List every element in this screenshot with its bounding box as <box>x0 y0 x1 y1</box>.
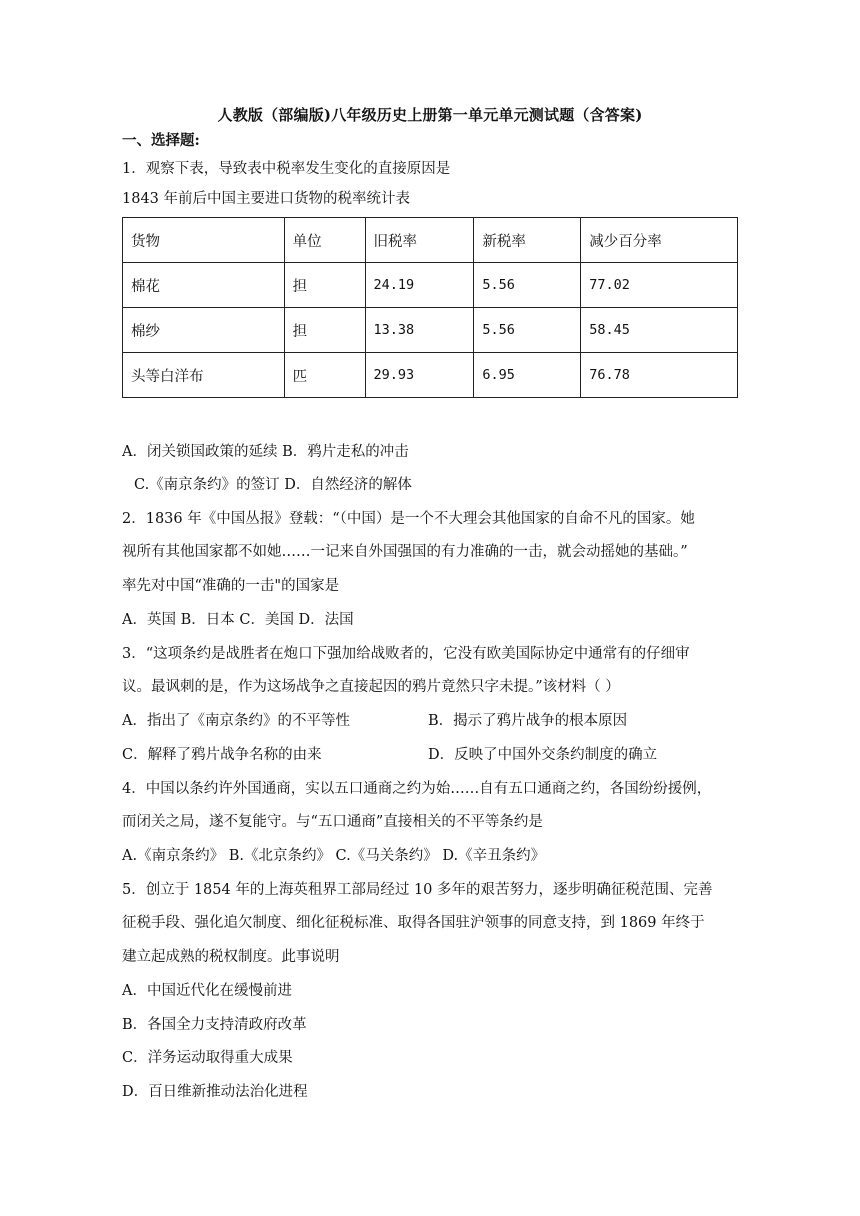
q3-line-1: 3．“这项条约是战胜者在炮口下强加给战败者的，它没有欧美国际协定中通常有的仔细审 <box>122 646 690 662</box>
q5-option-d: D．百日维新推动法治化进程 <box>122 1084 308 1100</box>
q5-option-a: A．中国近代化在缓慢前进 <box>122 983 292 999</box>
q5-line-1: 5．创立于 1854 年的上海英租界工部局经过 10 多年的艰苦努力，逐步明确征税范围、完善 <box>122 882 713 898</box>
table-row <box>123 353 738 398</box>
table-cell: 13.38 <box>365 308 474 353</box>
q3-option-b: B．揭示了鸦片战争的根本原因 <box>428 713 628 729</box>
q1-options-line-1: A．闭关锁国政策的延续 B．鸦片走私的冲击 <box>122 444 409 460</box>
tax-rate-table <box>122 217 738 398</box>
table-row <box>123 263 738 308</box>
q2-options: A．英国 B．日本 C．美国 D．法国 <box>122 612 354 628</box>
q1-table-caption: 1843 年前后中国主要进口货物的税率统计表 <box>122 191 411 207</box>
table-header-cell: 单位 <box>284 218 365 263</box>
q2-line-3: 率先对中国“准确的一击"的国家是 <box>122 578 340 594</box>
table-cell: 担 <box>284 263 365 308</box>
table-cell: 5.56 <box>474 263 581 308</box>
table-cell: 5.56 <box>474 308 581 353</box>
q2-line-2: 视所有其他国家都不如她……一记来自外国强国的有力准确的一击，就会动摇她的基础。” <box>122 544 688 560</box>
table-cell: 担 <box>284 308 365 353</box>
table-cell: 58.45 <box>581 308 738 353</box>
q3-option-c: C．解释了鸦片战争名称的由来 <box>122 747 322 763</box>
section-heading: 一、选择题: <box>122 132 200 149</box>
q1-stem: 1．观察下表，导致表中税率发生变化的直接原因是 <box>122 161 451 177</box>
q3-option-d: D．反映了中国外交条约制度的确立 <box>428 747 658 763</box>
q5-option-c: C．洋务运动取得重大成果 <box>122 1050 293 1066</box>
q4-options: A.《南京条约》 B.《北京条约》 C.《马关条约》 D.《辛丑条约》 <box>122 848 546 864</box>
table-cell: 头等白洋布 <box>123 353 285 398</box>
table-header-cell: 旧税率 <box>365 218 474 263</box>
table-cell: 匹 <box>284 353 365 398</box>
table-header-cell: 货物 <box>123 218 285 263</box>
q5-line-3: 建立起成熟的税权制度。此事说明 <box>122 949 340 965</box>
table-cell: 76.78 <box>581 353 738 398</box>
q3-option-a: A．指出了《南京条约》的不平等性 <box>122 713 350 729</box>
table-cell: 6.95 <box>474 353 581 398</box>
table-cell: 棉纱 <box>123 308 285 353</box>
q2-line-1: 2．1836 年《中国丛报》登载：“（中国）是一个不大理会其他国家的自命不凡的国家。她 <box>122 511 695 527</box>
q5-option-b: B．各国全力支持清政府改革 <box>122 1017 307 1033</box>
table-header-row <box>123 218 738 263</box>
table-row <box>123 308 738 353</box>
table-header-cell: 减少百分率 <box>581 218 738 263</box>
q4-line-2: 而闭关之局，遂不复能守。与“五口通商”直接相关的不平等条约是 <box>122 814 543 830</box>
table-cell: 24.19 <box>365 263 474 308</box>
q5-line-2: 征税手段、强化追欠制度、细化征税标准、取得各国驻沪领事的同意支持，到 1869 年终于 <box>122 915 705 931</box>
table-cell: 29.93 <box>365 353 474 398</box>
document-title: 人教版（部编版)八年级历史上册第一单元单元测试题（含答案) <box>217 106 643 124</box>
table-header-cell: 新税率 <box>474 218 581 263</box>
q3-line-2: 议。最讽刺的是，作为这场战争之直接起因的鸦片竟然只字未提。”该材料（ ） <box>122 679 620 695</box>
q4-line-1: 4．中国以条约许外国通商，实以五口通商之约为始……自有五口通商之约，各国纷纷援例， <box>122 781 712 797</box>
table-cell: 77.02 <box>581 263 738 308</box>
q1-options-line-2: C.《南京条约》的签订 D．自然经济的解体 <box>134 477 412 493</box>
table-cell: 棉花 <box>123 263 285 308</box>
q3-options-row-1 <box>122 711 742 731</box>
q3-options-row-2 <box>122 745 742 765</box>
